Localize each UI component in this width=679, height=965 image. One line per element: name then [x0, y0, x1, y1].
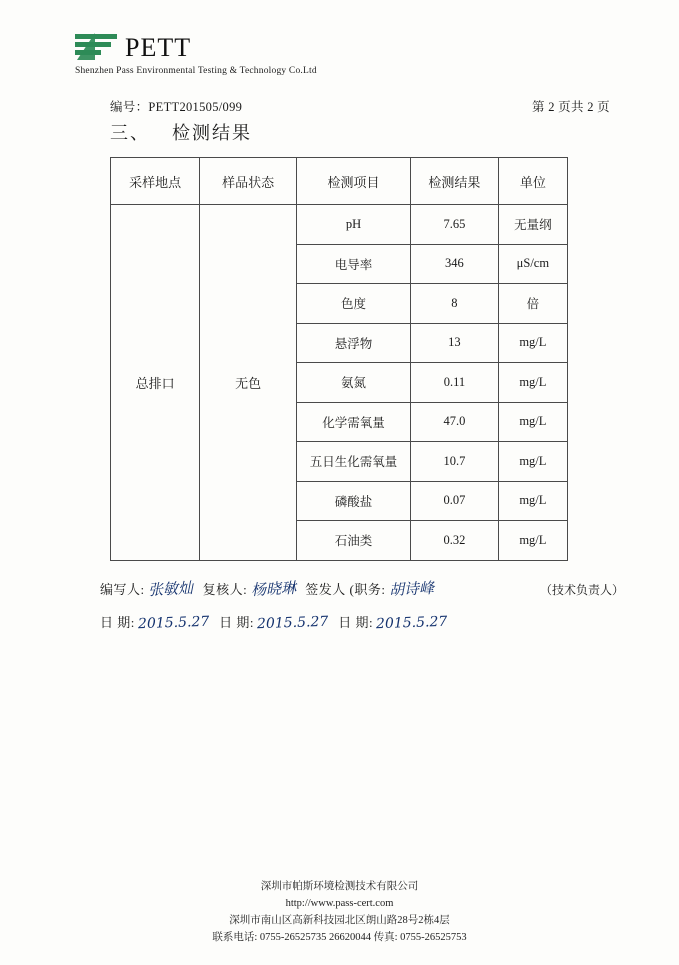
pett-logo-icon — [75, 32, 119, 62]
document-number: 编号：PETT201505/099 — [110, 100, 243, 114]
signature-block — [100, 578, 624, 638]
cell-result: 346 — [411, 244, 499, 284]
cell-item: 化学需氧量 — [297, 402, 411, 442]
company-name-en: Shenzhen Pass Environmental Testing & Technology Co.Ltd — [75, 66, 317, 76]
cell-result: 7.65 — [411, 205, 499, 245]
cell-item: 悬浮物 — [297, 323, 411, 363]
table-body — [111, 205, 568, 561]
reviewer-label: 复核人: — [202, 582, 248, 597]
header-site: 采样地点 — [111, 158, 200, 205]
issuer-signature: 胡诗峰 — [388, 578, 435, 600]
editor-label: 编写人: — [100, 582, 145, 597]
page-number: 第 2 页共 2 页 — [531, 100, 610, 114]
cell-item: 石油类 — [297, 521, 411, 561]
logo-wordmark: PETT — [125, 33, 192, 62]
cell-result: 13 — [411, 323, 499, 363]
cell-unit: mg/L — [498, 521, 567, 561]
date3-label: 日 期: — [338, 615, 374, 630]
cell-item: 电导率 — [297, 244, 411, 284]
cell-result: 0.07 — [411, 481, 499, 521]
table-header-row — [111, 158, 568, 205]
header-result: 检测结果 — [411, 158, 499, 205]
cell-item: 五日生化需氧量 — [297, 442, 411, 482]
cell-result: 10.7 — [411, 442, 499, 482]
cell-item: 色度 — [297, 284, 411, 324]
cell-unit: 无量纲 — [498, 205, 567, 245]
cell-item: 氨氮 — [297, 363, 411, 403]
footer-address: 深圳市南山区高新科技园北区朗山路28号2栋4层 — [229, 915, 450, 926]
issuer-note: （技术负责人） — [539, 583, 624, 597]
footer-company: 深圳市帕斯环境检测技术有限公司 — [260, 881, 419, 892]
footer-contact: 联系电话: 0755-26525735 26620044 传真: 0755-26525753 — [212, 932, 467, 943]
header-state: 样品状态 — [200, 158, 297, 205]
section-title-text: 检测结果 — [172, 123, 252, 143]
cell-sample-state: 无色 — [200, 205, 297, 561]
section-number: 三、 — [110, 123, 150, 143]
issuer-label: 签发人 (职务: — [305, 582, 386, 597]
logo-row — [75, 28, 405, 62]
signature-names-row — [100, 578, 624, 604]
cell-unit: mg/L — [498, 402, 567, 442]
table-row — [111, 205, 568, 245]
footer-website[interactable]: http://www.pass-cert.com — [285, 898, 394, 909]
cell-item: 磷酸盐 — [297, 481, 411, 521]
cell-unit: μS/cm — [498, 244, 567, 284]
date2-value: 2015.5.27 — [257, 613, 329, 633]
date2-label: 日 期: — [219, 615, 255, 630]
editor-signature: 张敏灿 — [147, 578, 194, 600]
section-heading — [110, 119, 252, 145]
cell-item: pH — [297, 205, 411, 245]
cell-unit: mg/L — [498, 442, 567, 482]
signature-dates-row — [100, 612, 620, 638]
cell-sampling-site: 总排口 — [111, 205, 200, 561]
date1-label: 日 期: — [100, 615, 135, 630]
cell-result: 47.0 — [411, 402, 499, 442]
header-unit: 单位 — [498, 158, 567, 205]
table-head — [111, 158, 568, 205]
page-footer — [0, 878, 679, 946]
results-table — [110, 157, 568, 561]
cell-unit: mg/L — [498, 323, 567, 363]
company-logo-block — [75, 28, 405, 76]
reviewer-signature: 杨晓琳 — [250, 578, 296, 600]
document-meta — [110, 97, 610, 115]
cell-result: 8 — [411, 284, 499, 324]
date3-value: 2015.5.27 — [376, 613, 448, 633]
cell-result: 0.11 — [411, 363, 499, 403]
cell-unit: 倍 — [498, 284, 567, 324]
cell-unit: mg/L — [498, 481, 567, 521]
cell-unit: mg/L — [498, 363, 567, 403]
header-item: 检测项目 — [297, 158, 411, 205]
date1-value: 2015.5.27 — [137, 613, 210, 633]
cell-result: 0.32 — [411, 521, 499, 561]
